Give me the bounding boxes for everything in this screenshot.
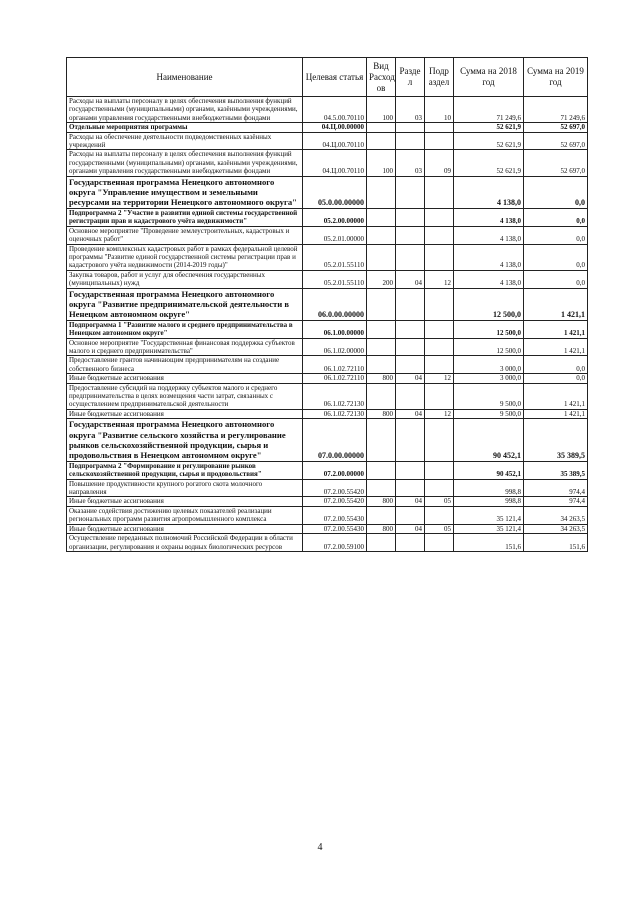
cell-name: Государственная программа Ненецкого автономного округа "Развитие сельского хозяйства и регулирование рынков сельскохозяйственной продукции, сырья и продовольствия в Ненецком автономном округе"	[67, 419, 303, 462]
cell-type: 800	[367, 497, 396, 506]
cell-sum-2019: 1 421,1	[524, 383, 588, 409]
table-row	[67, 226, 588, 244]
cell-target: 05.2.01.55110	[303, 270, 367, 288]
cell-type	[367, 338, 396, 356]
header-sum-2019: Сумма на 2019 год	[524, 58, 588, 97]
cell-name: Повышение продуктивности крупного рогатого скота молочного направления	[67, 479, 303, 497]
cell-subsection	[425, 506, 454, 524]
table-row	[67, 244, 588, 270]
cell-subsection	[425, 132, 454, 150]
cell-sum-2019: 35 389,5	[524, 419, 588, 462]
cell-name: Основное мероприятие "Проведение землеустроительных, кадастровых и оценочных работ"	[67, 226, 303, 244]
cell-target: 05.2.00.00000	[303, 208, 367, 226]
cell-sum-2018: 4 138,0	[454, 176, 524, 208]
cell-section: 03	[396, 97, 425, 123]
header-target: Целевая статья	[303, 58, 367, 97]
cell-section	[396, 123, 425, 132]
cell-section	[396, 419, 425, 462]
cell-subsection	[425, 123, 454, 132]
cell-sum-2018: 3 000,0	[454, 374, 524, 383]
table-row	[67, 409, 588, 418]
table-row	[67, 150, 588, 176]
cell-target: 06.1.00.00000	[303, 320, 367, 338]
cell-name: Государственная программа Ненецкого автономного округа "Развитие предпринимательской деятельности в Ненецком автономном округе"	[67, 288, 303, 320]
cell-subsection	[425, 461, 454, 479]
cell-target: 06.1.02.72130	[303, 409, 367, 418]
cell-sum-2018: 9 500,0	[454, 383, 524, 409]
cell-name: Осуществление переданных полномочий Российской Федерации в области организации, регулирования и охраны водных биологических ресурсов	[67, 534, 303, 552]
cell-sum-2019: 0,0	[524, 226, 588, 244]
cell-section	[396, 320, 425, 338]
cell-sum-2019: 0,0	[524, 176, 588, 208]
cell-sum-2019: 52 697,0	[524, 132, 588, 150]
cell-sum-2019: 1 421,1	[524, 320, 588, 338]
cell-sum-2018: 12 500,0	[454, 320, 524, 338]
cell-target: 04.5.00.70110	[303, 97, 367, 123]
cell-section: 04	[396, 270, 425, 288]
table-row	[67, 356, 588, 374]
table-row	[67, 461, 588, 479]
header-type: Вид Расход ов	[367, 58, 396, 97]
cell-subsection	[425, 479, 454, 497]
cell-target: 06.1.02.72110	[303, 356, 367, 374]
cell-type: 800	[367, 374, 396, 383]
cell-name: Расходы на выплаты персоналу в целях обеспечения выполнения функций государственными (муниципальными) органами, казёнными учреждениями, органами управления государственными внебюджетными фондами	[67, 150, 303, 176]
cell-sum-2018: 3 000,0	[454, 356, 524, 374]
table-row	[67, 497, 588, 506]
cell-subsection	[425, 208, 454, 226]
cell-name: Иные бюджетные ассигнования	[67, 497, 303, 506]
cell-type	[367, 176, 396, 208]
cell-target: 07.2.00.55430	[303, 524, 367, 533]
cell-target: 04.Ц.00.00000	[303, 123, 367, 132]
cell-name: Оказание содействия достижению целевых показателей реализации региональных программ развития агропромышленного комплекса	[67, 506, 303, 524]
cell-type	[367, 534, 396, 552]
cell-sum-2018: 4 138,0	[454, 208, 524, 226]
cell-section	[396, 356, 425, 374]
cell-target: 07.2.00.00000	[303, 461, 367, 479]
cell-target: 07.2.00.59100	[303, 534, 367, 552]
table-row	[67, 419, 588, 462]
cell-subsection	[425, 176, 454, 208]
cell-sum-2018: 4 138,0	[454, 244, 524, 270]
cell-name: Проведение комплексных кадастровых работ в рамках федеральной целевой программы "Развитие единой государственной системы регистрации прав и кадастрового учёта недвижимости (2014-2019 годы)"	[67, 244, 303, 270]
cell-target: 05.2.01.55110	[303, 244, 367, 270]
cell-sum-2019: 974,4	[524, 497, 588, 506]
cell-type: 200	[367, 270, 396, 288]
cell-target: 05.2.01.00000	[303, 226, 367, 244]
header-section: Разде л	[396, 58, 425, 97]
cell-target: 06.1.02.72110	[303, 374, 367, 383]
table-row	[67, 383, 588, 409]
table-row	[67, 506, 588, 524]
cell-sum-2018: 90 452,1	[454, 419, 524, 462]
cell-section: 04	[396, 497, 425, 506]
cell-target: 06.1.02.72130	[303, 383, 367, 409]
cell-type	[367, 356, 396, 374]
table-row	[67, 123, 588, 132]
cell-type	[367, 244, 396, 270]
cell-sum-2019: 34 263,5	[524, 524, 588, 533]
cell-type	[367, 132, 396, 150]
cell-name: Подпрограмма 1 "Развитие малого и среднего предпринимательства в Ненецком автономном округе"	[67, 320, 303, 338]
header-subsection: Подр аздел	[425, 58, 454, 97]
cell-section	[396, 244, 425, 270]
cell-sum-2019: 1 421,1	[524, 409, 588, 418]
cell-name: Отдельные мероприятия программы	[67, 123, 303, 132]
cell-section	[396, 208, 425, 226]
cell-sum-2019: 151,6	[524, 534, 588, 552]
cell-sum-2018: 4 138,0	[454, 226, 524, 244]
table-row	[67, 338, 588, 356]
cell-name: Иные бюджетные ассигнования	[67, 409, 303, 418]
cell-type	[367, 320, 396, 338]
cell-section: 04	[396, 374, 425, 383]
cell-name: Предоставление грантов начинающим предпринимателям на создание собственного бизнеса	[67, 356, 303, 374]
cell-subsection: 10	[425, 97, 454, 123]
table-row	[67, 374, 588, 383]
cell-name: Расходы на обеспечение деятельности подведомственных казённых учреждений	[67, 132, 303, 150]
cell-section	[396, 534, 425, 552]
cell-subsection	[425, 320, 454, 338]
cell-subsection	[425, 288, 454, 320]
table-header-row	[67, 58, 588, 97]
cell-sum-2019: 0,0	[524, 374, 588, 383]
cell-section: 03	[396, 150, 425, 176]
cell-target: 06.0.00.00000	[303, 288, 367, 320]
cell-sum-2018: 52 621,9	[454, 132, 524, 150]
table-body	[67, 97, 588, 552]
cell-target: 04.Ц.00.70110	[303, 132, 367, 150]
cell-type	[367, 288, 396, 320]
cell-type	[367, 208, 396, 226]
cell-target: 07.0.00.00000	[303, 419, 367, 462]
cell-sum-2018: 998,8	[454, 497, 524, 506]
cell-subsection	[425, 356, 454, 374]
cell-type: 100	[367, 150, 396, 176]
table-row	[67, 524, 588, 533]
cell-sum-2019: 35 389,5	[524, 461, 588, 479]
cell-sum-2018: 4 138,0	[454, 270, 524, 288]
table-row	[67, 97, 588, 123]
cell-name: Государственная программа Ненецкого автономного округа "Управление имуществом и земельными ресурсами на территории Ненецкого автономного округа"	[67, 176, 303, 208]
cell-subsection: 09	[425, 150, 454, 176]
cell-name: Основное мероприятие "Государственная финансовая поддержка субъектов малого и среднего предпринимательства"	[67, 338, 303, 356]
table-row	[67, 176, 588, 208]
cell-type	[367, 123, 396, 132]
cell-target: 07.2.00.55420	[303, 479, 367, 497]
cell-target: 05.0.00.00000	[303, 176, 367, 208]
cell-section	[396, 226, 425, 244]
cell-sum-2019: 34 263,5	[524, 506, 588, 524]
cell-name: Иные бюджетные ассигнования	[67, 374, 303, 383]
cell-target: 04.Ц.00.70110	[303, 150, 367, 176]
cell-sum-2019: 52 697,0	[524, 150, 588, 176]
cell-sum-2019: 0,0	[524, 244, 588, 270]
cell-sum-2019: 1 421,1	[524, 338, 588, 356]
cell-type	[367, 461, 396, 479]
cell-sum-2019: 0,0	[524, 356, 588, 374]
cell-section: 04	[396, 409, 425, 418]
cell-target: 07.2.00.55430	[303, 506, 367, 524]
cell-sum-2018: 52 621,9	[454, 150, 524, 176]
cell-subsection	[425, 383, 454, 409]
cell-sum-2018: 151,6	[454, 534, 524, 552]
table-row	[67, 534, 588, 552]
cell-sum-2018: 35 121,4	[454, 506, 524, 524]
cell-subsection	[425, 244, 454, 270]
table-row	[67, 270, 588, 288]
cell-subsection	[425, 338, 454, 356]
cell-name: Закупка товаров, работ и услуг для обеспечения государственных (муниципальных) нужд	[67, 270, 303, 288]
cell-type	[367, 383, 396, 409]
cell-type	[367, 479, 396, 497]
cell-sum-2018: 12 500,0	[454, 288, 524, 320]
cell-section	[396, 383, 425, 409]
cell-subsection	[425, 226, 454, 244]
cell-subsection: 12	[425, 409, 454, 418]
cell-sum-2018: 9 500,0	[454, 409, 524, 418]
cell-sum-2019: 974,4	[524, 479, 588, 497]
cell-type	[367, 226, 396, 244]
cell-sum-2019: 1 421,1	[524, 288, 588, 320]
cell-sum-2018: 12 500,0	[454, 338, 524, 356]
cell-subsection: 12	[425, 270, 454, 288]
cell-sum-2019: 0,0	[524, 270, 588, 288]
cell-section	[396, 132, 425, 150]
table-row	[67, 320, 588, 338]
table-row	[67, 479, 588, 497]
cell-target: 06.1.02.00000	[303, 338, 367, 356]
cell-name: Расходы на выплаты персоналу в целях обеспечения выполнения функций государственными (муниципальными) органами, казёнными учреждениями, органами управления государственными внебюджетными фондами	[67, 97, 303, 123]
cell-section	[396, 338, 425, 356]
cell-type	[367, 506, 396, 524]
cell-sum-2018: 71 249,6	[454, 97, 524, 123]
cell-subsection: 05	[425, 524, 454, 533]
cell-section	[396, 176, 425, 208]
cell-subsection: 05	[425, 497, 454, 506]
cell-section: 04	[396, 524, 425, 533]
header-name: Наименование	[67, 58, 303, 97]
table-row	[67, 208, 588, 226]
cell-section	[396, 461, 425, 479]
cell-sum-2018: 998,8	[454, 479, 524, 497]
cell-type: 100	[367, 97, 396, 123]
cell-section	[396, 288, 425, 320]
cell-target: 07.2.00.55420	[303, 497, 367, 506]
cell-section	[396, 479, 425, 497]
cell-subsection	[425, 419, 454, 462]
cell-name: Подпрограмма 2 "Формирование и регулирование рынков сельскохозяйственной продукции, сырья и продовольствия"	[67, 461, 303, 479]
table-row	[67, 132, 588, 150]
cell-sum-2018: 35 121,4	[454, 524, 524, 533]
cell-name: Иные бюджетные ассигнования	[67, 524, 303, 533]
cell-type: 800	[367, 409, 396, 418]
cell-sum-2019: 52 697,0	[524, 123, 588, 132]
page-number: 4	[317, 842, 323, 853]
header-sum-2018: Сумма на 2018 год	[454, 58, 524, 97]
cell-section	[396, 506, 425, 524]
cell-type: 800	[367, 524, 396, 533]
cell-subsection	[425, 534, 454, 552]
table-row	[67, 288, 588, 320]
cell-subsection: 12	[425, 374, 454, 383]
cell-sum-2019: 0,0	[524, 208, 588, 226]
cell-name: Предоставление субсидий на поддержку субъектов малого и среднего предпринимательства в целях возмещения части затрат, связанных с осуществлением предпринимательской деятельности	[67, 383, 303, 409]
cell-sum-2019: 71 249,6	[524, 97, 588, 123]
cell-type	[367, 419, 396, 462]
cell-sum-2018: 52 621,9	[454, 123, 524, 132]
cell-name: Подпрограмма 2 "Участие в развитии единой системы государственной регистрации прав и кадастрового учёта недвижимости"	[67, 208, 303, 226]
cell-sum-2018: 90 452,1	[454, 461, 524, 479]
budget-table	[66, 57, 588, 552]
